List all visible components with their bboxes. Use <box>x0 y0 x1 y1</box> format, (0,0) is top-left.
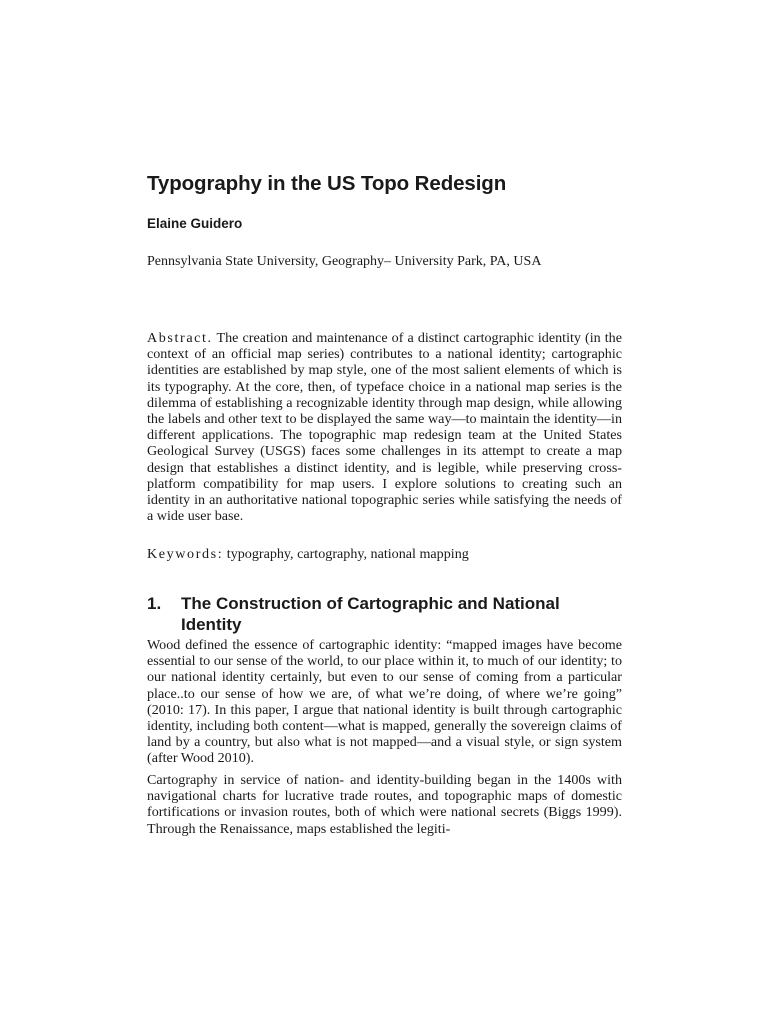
paper-page <box>147 0 622 1024</box>
paper-title: Typography in the US Topo Redesign <box>147 172 507 195</box>
body-paragraph-1: Wood defined the essence of cartographic identity: “mapped images have become essential to our sense of the world, to our place within it, to much of our identity; to our national identity certainly, but even to our sense of coming from a particular place..to our sense of how we are, of what we’re doing, of where we’re going” (2010: 17). In this paper, I argue that national identity is built through cartographic identity, including both content—what is mapped, generally the sovereign claims of land by a country, but also what is not mapped—and a visual style, or sign system (after Wood 2010). <box>147 637 622 767</box>
keywords <box>147 546 622 562</box>
keywords-label: Keywords: <box>147 546 224 562</box>
section-title: The Construction of Cartographic and National Identity <box>181 594 560 634</box>
author-name: Elaine Guidero <box>147 216 243 231</box>
keywords-text: typography, cartography, national mapping <box>226 546 469 562</box>
section-number: 1. <box>147 594 162 613</box>
body-paragraph-2: Cartography in service of nation- and identity-building began in the 1400s with navigational charts for lucrative trade routes, and topographic maps of domestic fortifications or invasion routes, both of which were national secrets (Biggs 1999). Through the Renaissance, maps established the legiti- <box>147 772 622 837</box>
section-heading <box>147 593 622 635</box>
author-affiliation: Pennsylvania State University, Geography– University Park, PA, USA <box>147 254 542 269</box>
abstract <box>147 330 622 524</box>
abstract-label: Abstract. <box>147 330 213 346</box>
abstract-text: The creation and maintenance of a distinct cartographic identity (in the context of an official map series) contributes to a national identity; cartographic identities are established by map style, one of the most salient elements of which is its typography. At the core, then, of typeface choice in a national map series is the dilemma of establishing a recognizable identity through map design, while allowing the labels and other text to be displayed the same way—to maintain the identity—in different applications. The topographic map redesign team at the United States Geological Survey (USGS) faces some challenges in its attempt to create a map design that establishes a distinct identity, and is legible, while preserving cross-platform compatibility for map users. I explore solutions to creating such an identity in an authoritative national topographic series while satisfying the needs of a wide user base. <box>147 330 622 525</box>
